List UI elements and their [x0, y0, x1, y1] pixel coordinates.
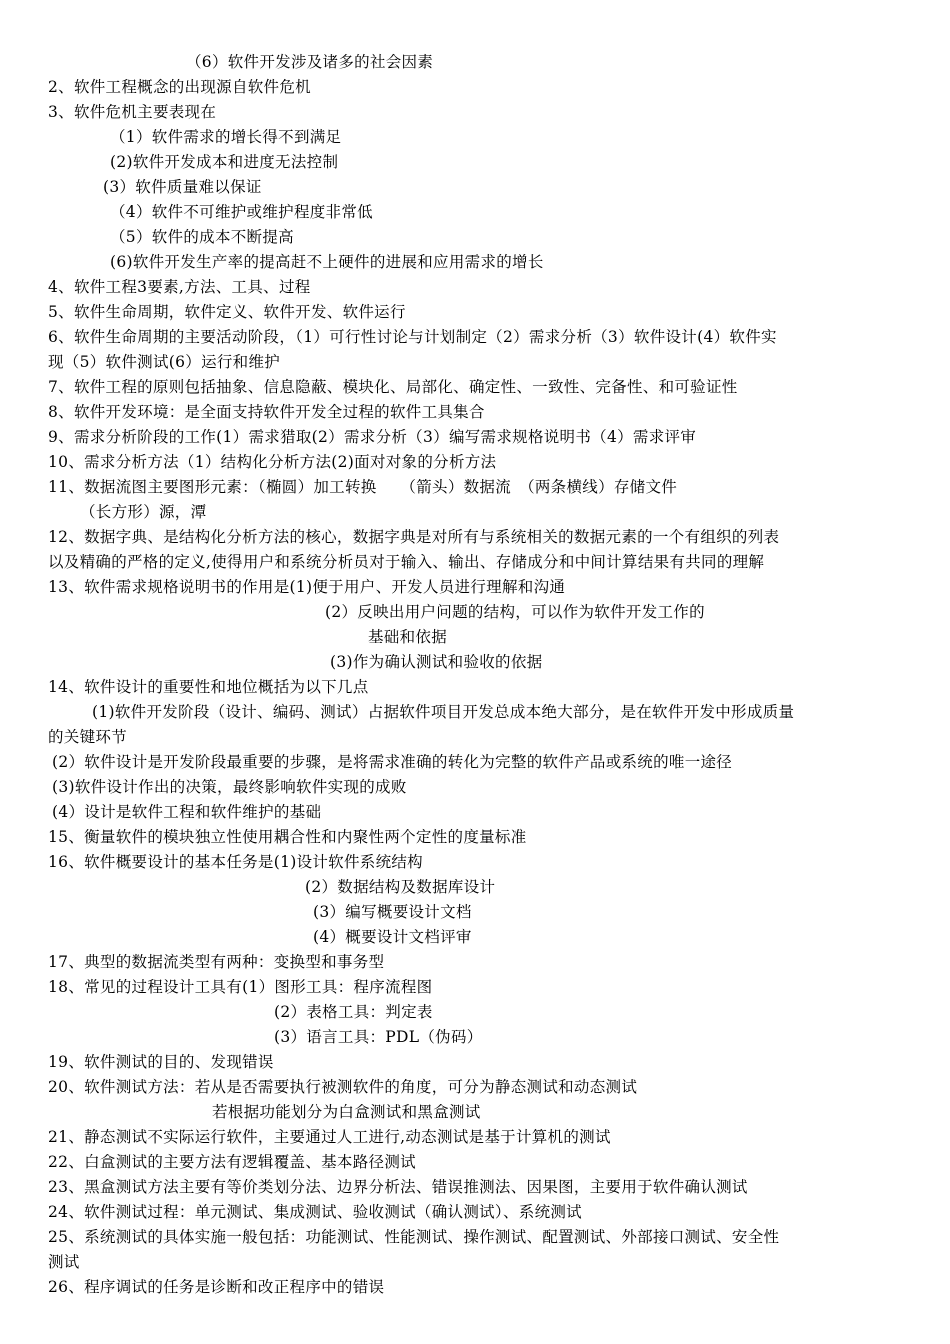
text-line: 2、软件工程概念的出现源自软件危机: [48, 78, 311, 96]
text-line: (6)软件开发生产率的提高赶不上硬件的进展和应用需求的增长: [110, 253, 544, 271]
text-line: （4）软件不可维护或维护程度非常低: [110, 203, 373, 221]
text-line: 8、软件开发环境：是全面支持软件开发全过程的软件工具集合: [48, 403, 485, 421]
text-line: 26、程序调试的任务是诊断和改正程序中的错误: [48, 1278, 385, 1296]
text-line: 若根据功能划分为白盒测试和黑盒测试: [212, 1103, 481, 1121]
text-line: (1)软件开发阶段（设计、编码、测试）占据软件项目开发总成本绝大部分，是在软件开发中形成质量: [92, 703, 795, 721]
text-line: 25、系统测试的具体实施一般包括：功能测试、性能测试、操作测试、配置测试、外部接口测试、安全性: [48, 1228, 780, 1246]
text-line: 13、软件需求规格说明书的作用是(1)便于用户、开发人员进行理解和沟通: [48, 578, 566, 596]
text-line: (2）反映出用户问题的结构，可以作为软件开发工作的: [325, 603, 705, 621]
text-line: (2）表格工具：判定表: [274, 1003, 433, 1021]
text-line: (4）设计是软件工程和软件维护的基础: [52, 803, 322, 821]
text-line: 4、软件工程3要素,方法、工具、过程: [48, 278, 311, 296]
text-line: 11、数据流图主要图形元素：（椭圆）加工转换 （箭头）数据流 （两条横线）存储文件: [48, 478, 678, 496]
text-line: （6）软件开发涉及诸多的社会因素: [186, 53, 434, 71]
text-line: 14、软件设计的重要性和地位概括为以下几点: [48, 678, 369, 696]
text-line: 16、软件概要设计的基本任务是(1)设计软件系统结构: [48, 853, 423, 871]
text-line: 9、需求分析阶段的工作(1）需求猎取(2）需求分析（3）编写需求规格说明书（4）需求评审: [48, 428, 697, 446]
text-line: 18、常见的过程设计工具有(1）图形工具：程序流程图: [48, 978, 433, 996]
text-line: (2）数据结构及数据库设计: [305, 878, 496, 896]
text-line: 24、软件测试过程：单元测试、集成测试、验收测试（确认测试）、系统测试: [48, 1203, 582, 1221]
text-line: 22、白盒测试的主要方法有逻辑覆盖、基本路径测试: [48, 1153, 416, 1171]
text-line: （5）软件的成本不断提高: [110, 228, 294, 246]
text-line: 现（5）软件测试(6）运行和维护: [48, 353, 281, 371]
text-line: (2)软件开发成本和进度无法控制: [110, 153, 339, 171]
text-line: (3）语言工具：PDL（伪码）: [274, 1028, 483, 1046]
text-line: 17、典型的数据流类型有两种：变换型和事务型: [48, 953, 385, 971]
text-line: （长方形）源，潭: [80, 503, 207, 521]
text-line: 15、衡量软件的模块独立性使用耦合性和内聚性两个定性的度量标准: [48, 828, 527, 846]
text-line: 12、数据字典、是结构化分析方法的核心，数据字典是对所有与系统相关的数据元素的一个有组织的列表: [48, 528, 780, 546]
text-line: 10、需求分析方法（1）结构化分析方法(2)面对对象的分析方法: [48, 453, 497, 471]
text-line: (2）软件设计是开发阶段最重要的步骤，是将需求准确的转化为完整的软件产品或系统的唯一途径: [52, 753, 733, 771]
text-line: 21、静态测试不实际运行软件，主要通过人工进行,动态测试是基于计算机的测试: [48, 1128, 611, 1146]
text-line: (3)软件设计作出的决策，最终影响软件实现的成败: [52, 778, 407, 796]
text-line: 测试: [48, 1253, 80, 1271]
text-line: 20、软件测试方法：若从是否需要执行被测软件的角度，可分为静态测试和动态测试: [48, 1078, 638, 1096]
text-line: 以及精确的严格的定义,使得用户和系统分析员对于输入、输出、存储成分和中间计算结果有共同的理解: [48, 553, 765, 571]
text-line: 的关键环节: [48, 728, 128, 746]
text-line: (3)作为确认测试和验收的依据: [330, 653, 543, 671]
text-line: (3）软件质量难以保证: [103, 178, 262, 196]
text-line: 3、软件危机主要表现在: [48, 103, 217, 121]
text-line: 19、软件测试的目的、发现错误: [48, 1053, 274, 1071]
text-line: 23、黑盒测试方法主要有等价类划分法、边界分析法、错误推测法、因果图，主要用于软件确认测试: [48, 1178, 748, 1196]
text-line: 6、软件生命周期的主要活动阶段，（1）可行性讨论与计划制定（2）需求分析（3）软件设计(4）软件实: [48, 328, 777, 346]
text-line: （1）软件需求的增长得不到满足: [110, 128, 342, 146]
text-line: (3）编写概要设计文档: [313, 903, 472, 921]
text-line: 7、软件工程的原则包括抽象、信息隐蔽、模块化、局部化、确定性、一致性、完备性、和可验证性: [48, 378, 738, 396]
text-line: (4）概要设计文档评审: [313, 928, 472, 946]
text-line: 基础和依据: [368, 628, 448, 646]
text-line: 5、软件生命周期，软件定义、软件开发、软件运行: [48, 303, 406, 321]
